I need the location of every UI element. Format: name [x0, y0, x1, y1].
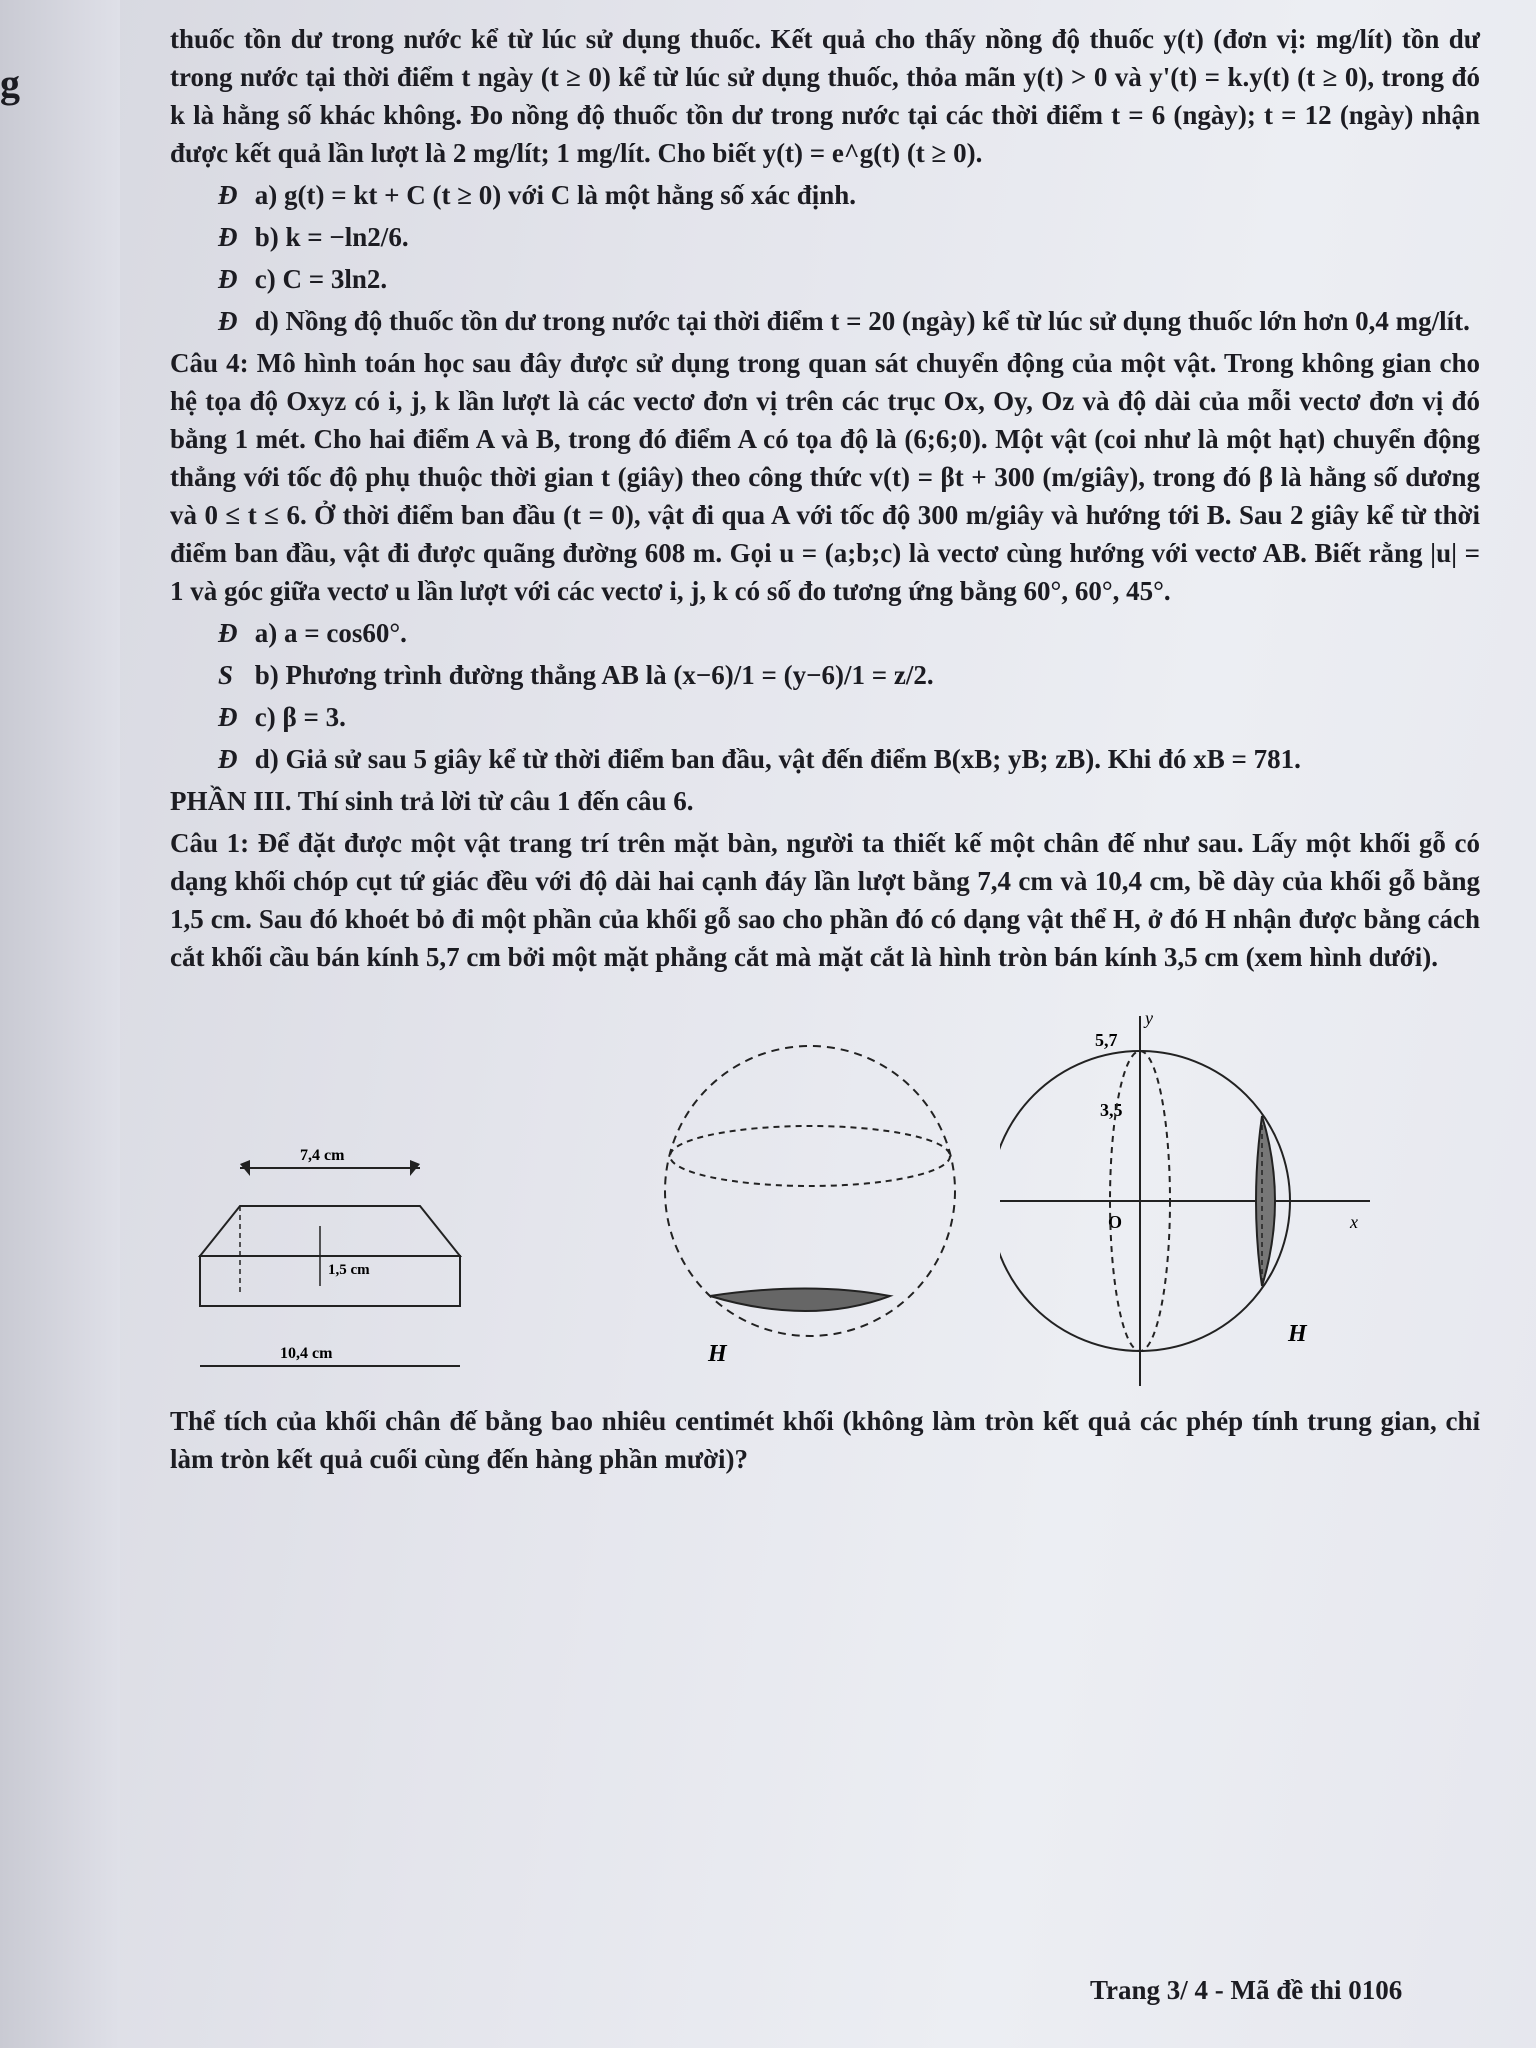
adjacent-page-fragment: g: [0, 61, 20, 106]
origin-label: O: [1108, 1212, 1123, 1232]
q3-option-a: [218, 176, 1480, 214]
option-text: b) k = −ln2/6.: [254, 222, 409, 252]
answer-mark: Đ: [218, 264, 238, 294]
answer-mark: Đ: [218, 702, 238, 732]
answer-mark: Đ: [218, 744, 238, 774]
q4-option-c: [218, 698, 1480, 736]
question-text: Để đặt được một vật trang trí trên mặt bàn, người ta thiết kế một chân đế như sau. Lấy một khối gỗ có dạng khối chóp cụt tứ giác đều với độ dài hai cạnh đáy lần lượt bằng 7,4 cm và 10,4 cm, bề dày của khối gỗ bằng 1,5 cm. Sau đó khoét bỏ đi một phần của khối gỗ sao cho phần đó có dạng vật thể H, ở đó H nhận được bằng cách cắt khối cầu bán kính 5,7 cm bởi một mặt phẳng cắt mà mặt cắt là hình tròn bán kính 3,5 cm (xem hình dưới).: [170, 828, 1480, 972]
question-1: [170, 824, 1480, 976]
question-1-ask: Thể tích của khối chân đế bằng bao nhiêu centimét khối (không làm tròn kết quả các phép tính trung gian, chỉ làm tròn kết quả cuối cùng đến hàng phần mười)?: [170, 1406, 1480, 1474]
option-text: b) Phương trình đường thẳng AB là (x−6)/1 = (y−6)/1 = z/2.: [254, 660, 934, 690]
part-3-heading: PHẦN III. Thí sinh trả lời từ câu 1 đến câu 6.: [170, 786, 694, 816]
radius2-label: 3,5: [1100, 1100, 1123, 1120]
page-fold-shadow: [0, 0, 120, 2048]
q3-option-c: [218, 260, 1480, 298]
top-label: 7,4 cm: [300, 1147, 345, 1164]
option-text: c) C = 3ln2.: [254, 264, 388, 294]
question-label: Câu 4:: [170, 348, 249, 378]
intro-paragraph: thuốc tồn dư trong nước kể từ lúc sử dụng thuốc. Kết quả cho thấy nồng độ thuốc y(t) (đơn vị: mg/lít) tồn dư trong nước tại thời điểm t ngày (t ≥ 0) kể từ lúc sử dụng thuốc, thỏa mãn y(t) > 0 và y'(t) = k.y(t) (t ≥ 0), trong đó k là hằng số khác không. Đo nồng độ thuốc tồn dư trong nước tại các thời điểm t = 6 (ngày); t = 12 (ngày) nhận được kết quả lần lượt là 2 mg/lít; 1 mg/lít. Cho biết y(t) = e^g(t) (t ≥ 0).: [170, 24, 1480, 168]
q4-option-d: [218, 740, 1480, 778]
sphere-figure: [650, 1016, 980, 1396]
answer-mark: Đ: [218, 222, 238, 252]
q3-option-b: [218, 218, 1480, 256]
height-label: 1,5 cm: [328, 1262, 370, 1278]
page-content: [170, 20, 1480, 1482]
question-4: [170, 344, 1480, 610]
frustum-top-face: [200, 1206, 460, 1256]
answer-mark: Đ: [218, 180, 238, 210]
figure-row: [170, 1008, 1480, 1396]
option-text: c) β = 3.: [254, 702, 346, 732]
h-label: H: [708, 1341, 727, 1367]
question-text: Mô hình toán học sau đây được sử dụng trong quan sát chuyển động của một vật. Trong không gian cho hệ tọa độ Oxyz có i, j, k lần lượt là các vectơ đơn vị trên các trục Ox, Oy, Oz và độ dài của mỗi vectơ đơn vị đó bằng 1 mét. Cho hai điểm A và B, trong đó điểm A có tọa độ là (6;6;0). Một vật (coi như là một hạt) chuyển động thẳng với tốc độ phụ thuộc thời gian t (giây) theo công thức v(t) = βt + 300 (m/giây), trong đó β là hằng số dương và 0 ≤ t ≤ 6. Ở thời điểm ban đầu (t = 0), vật đi qua A với tốc độ 300 m/giây và hướng tới B. Sau 2 giây kể từ thời điểm ban đầu, vật đi được quãng đường 608 m. Gọi u = (a;b;c) là vectơ cùng hướng với vectơ AB. Biết rằng |u| = 1 và góc giữa vectơ u lần lượt với các vectơ i, j, k có số đo tương ứng bằng 60°, 60°, 45°.: [170, 348, 1480, 606]
cap-h: [710, 1289, 890, 1312]
option-text: a) g(t) = kt + C (t ≥ 0) với C là một hằng số xác định.: [254, 180, 857, 210]
x-axis-label: x: [1350, 1212, 1358, 1232]
answer-mark: Đ: [218, 306, 238, 336]
cross-section-figure: [1000, 1006, 1380, 1396]
option-text: d) Giả sử sau 5 giây kể từ thời điểm ban đầu, vật đến điểm B(xB; yB; zB). Khi đó xB = 781.: [254, 744, 1301, 774]
answer-mark: Đ: [218, 618, 238, 648]
h2-label: H: [1288, 1321, 1307, 1347]
radius-label: 5,7: [1095, 1030, 1118, 1050]
section-cap: [1256, 1116, 1275, 1286]
q3-option-d: [218, 302, 1480, 340]
bottom-label: 10,4 cm: [280, 1345, 333, 1362]
answer-mark: S: [218, 660, 234, 690]
q4-option-a: [218, 614, 1480, 652]
option-text: a) a = cos60°.: [254, 618, 407, 648]
page-footer: Trang 3/ 4 - Mã đề thi 0106: [1090, 1975, 1403, 2005]
option-text: d) Nồng độ thuốc tồn dư trong nước tại thời điểm t = 20 (ngày) kể từ lúc sử dụng thuốc lớn hơn 0,4 mg/lít.: [254, 306, 1470, 336]
q4-option-b: [218, 656, 1480, 694]
frustum-figure: [170, 1146, 500, 1396]
y-axis-label: y: [1145, 1008, 1153, 1028]
question-label: Câu 1:: [170, 828, 250, 858]
